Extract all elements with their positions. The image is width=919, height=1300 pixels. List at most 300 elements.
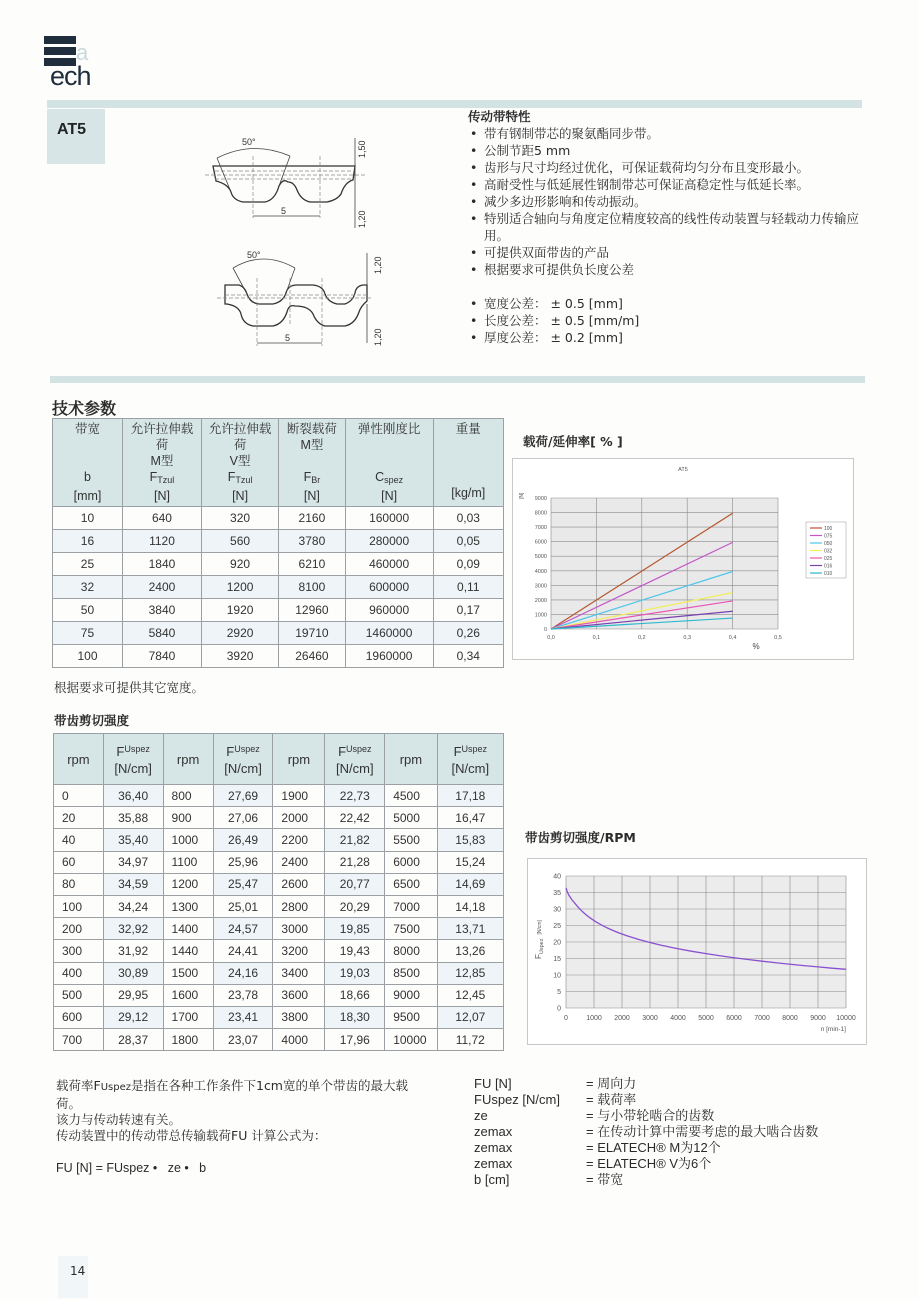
header-line bbox=[347, 453, 432, 469]
symbol: F bbox=[303, 470, 312, 484]
tech-params-header bbox=[122, 419, 201, 507]
property-item: • 减少多边形影响和传动振动。 bbox=[468, 193, 868, 210]
section-divider bbox=[50, 376, 865, 383]
table-cell: 16 bbox=[53, 530, 123, 553]
table-cell: 23,41 bbox=[213, 1006, 273, 1028]
property-item: • 公制节距5 mm bbox=[468, 142, 868, 159]
table-cell: 500 bbox=[54, 984, 104, 1006]
x-tick-label: 1000 bbox=[586, 1015, 602, 1022]
header-rpm: rpm bbox=[273, 734, 325, 785]
header-symbol bbox=[280, 469, 344, 488]
tech-params-title: 技术参数 bbox=[52, 399, 117, 418]
y-tick-label: 7000 bbox=[534, 525, 547, 532]
formula-explanation bbox=[56, 1078, 456, 1176]
shear-rpm-heading: 带齿剪切强度/RPM bbox=[525, 830, 636, 845]
symbol: F bbox=[338, 744, 347, 759]
y-tick-label: 0 bbox=[557, 1005, 561, 1013]
x-tick-label: 0,5 bbox=[774, 635, 782, 641]
table-cell: 280000 bbox=[345, 530, 433, 553]
x-tick-label: 0,1 bbox=[592, 635, 601, 641]
table-cell: 18,66 bbox=[325, 984, 385, 1006]
table-cell: 920 bbox=[201, 553, 278, 576]
table-cell: 15,24 bbox=[437, 851, 503, 873]
table-cell: 10000 bbox=[385, 1029, 437, 1051]
header-symbol bbox=[347, 469, 432, 488]
table-cell: 1600 bbox=[163, 984, 213, 1006]
table-cell: 23,07 bbox=[213, 1029, 273, 1051]
table-row bbox=[53, 530, 504, 553]
table-cell: 8500 bbox=[385, 962, 437, 984]
table-cell: 8100 bbox=[279, 576, 346, 599]
formula-line3: 该力与传动转速有关。 bbox=[56, 1112, 182, 1127]
definition-row bbox=[474, 1140, 818, 1156]
table-row bbox=[53, 507, 504, 530]
tolerance-item: • 长度公差： ± 0.5 [mm/m] bbox=[468, 312, 868, 329]
table-cell: 160000 bbox=[345, 507, 433, 530]
symbol-subscript: Uspez bbox=[461, 744, 488, 754]
table-cell: 6210 bbox=[279, 553, 346, 576]
table-cell: 6500 bbox=[385, 873, 437, 895]
table-cell: 4500 bbox=[385, 785, 437, 807]
legend-label: 032 bbox=[824, 548, 833, 555]
thickness-label-top: 1,50 bbox=[357, 140, 367, 158]
x-axis-label: % bbox=[752, 642, 760, 651]
y-tick-label: 15 bbox=[553, 956, 561, 963]
table-row bbox=[54, 895, 504, 917]
table-cell: 700 bbox=[54, 1029, 104, 1051]
table-cell: 26,49 bbox=[213, 829, 273, 851]
table-cell: 3800 bbox=[273, 1006, 325, 1028]
y-tick-label: 3000 bbox=[534, 583, 547, 590]
header-rpm: rpm bbox=[163, 734, 213, 785]
table-cell: 460000 bbox=[345, 553, 433, 576]
table-cell: 3400 bbox=[273, 962, 325, 984]
y-tick-label: 10 bbox=[553, 972, 561, 980]
definition-description: = 在传动计算中需要考虑的最大啮合齿数 bbox=[586, 1124, 819, 1139]
table-cell: 1400 bbox=[163, 918, 213, 940]
header-symbol bbox=[54, 469, 121, 488]
header-line bbox=[54, 437, 121, 453]
table-cell: 600 bbox=[54, 1006, 104, 1028]
property-item: • 可提供双面带齿的产品 bbox=[468, 244, 868, 261]
table-cell: 24,41 bbox=[213, 940, 273, 962]
formula-line1-b: 是指在各种工作条件下1cm宽的单个带齿的最大载 bbox=[130, 1078, 408, 1093]
definition-description: = 载荷率 bbox=[586, 1092, 637, 1107]
table-cell: 9000 bbox=[385, 984, 437, 1006]
header-line: 允许拉伸载 bbox=[208, 422, 272, 436]
definition-symbol: zemax bbox=[474, 1124, 513, 1139]
table-cell: 900 bbox=[163, 807, 213, 829]
y-tick-label: 8000 bbox=[534, 510, 547, 517]
definition-row bbox=[474, 1172, 818, 1188]
table-cell: 1300 bbox=[163, 895, 213, 917]
header-line: 允许拉伸载 bbox=[130, 422, 194, 436]
definition-symbol: ze bbox=[474, 1108, 488, 1123]
x-tick-label: 6000 bbox=[726, 1015, 742, 1022]
symbol-subscript: Tzul bbox=[157, 475, 175, 485]
x-tick-label: 7000 bbox=[754, 1015, 770, 1022]
header-symbol bbox=[203, 469, 277, 488]
table-cell: 3920 bbox=[201, 645, 278, 668]
header-unit: [N/cm] bbox=[114, 761, 152, 776]
tech-params-header bbox=[201, 419, 278, 507]
x-tick-label: 8000 bbox=[782, 1015, 798, 1022]
table-cell: 7840 bbox=[122, 645, 201, 668]
table-cell: 36,40 bbox=[103, 785, 163, 807]
header-line: [N] bbox=[232, 489, 249, 503]
header-line bbox=[435, 453, 502, 469]
property-item: • 根据要求可提供负长度公差 bbox=[468, 261, 868, 278]
load-elongation-svg bbox=[513, 459, 853, 659]
tooth-label-top: 1,20 bbox=[357, 210, 367, 228]
table-cell: 1200 bbox=[163, 873, 213, 895]
table-cell: 30,89 bbox=[103, 962, 163, 984]
table-row bbox=[54, 984, 504, 1006]
table-cell: 25 bbox=[53, 553, 123, 576]
definition-row bbox=[474, 1156, 818, 1172]
table-cell: 27,06 bbox=[213, 807, 273, 829]
header-line bbox=[435, 437, 502, 453]
table-row bbox=[54, 829, 504, 851]
table-cell: 40 bbox=[54, 829, 104, 851]
table-cell: 5000 bbox=[385, 807, 437, 829]
x-tick-label: 0,2 bbox=[637, 635, 646, 641]
table-cell: 7000 bbox=[385, 895, 437, 917]
table-row bbox=[54, 1006, 504, 1028]
symbol: C bbox=[375, 470, 385, 484]
table-cell: 640 bbox=[122, 507, 201, 530]
table-cell: 22,42 bbox=[325, 807, 385, 829]
page-number: 14 bbox=[70, 1264, 86, 1278]
legend-label: 050 bbox=[824, 541, 833, 547]
y-tick-label: 9000 bbox=[534, 496, 547, 502]
table-cell: 28,37 bbox=[103, 1029, 163, 1051]
y-tick-label: 6000 bbox=[534, 539, 547, 546]
header-fuspez bbox=[103, 734, 163, 785]
table-cell: 2000 bbox=[273, 807, 325, 829]
definition-description: = 周向力 bbox=[586, 1076, 637, 1091]
header-symbol bbox=[435, 469, 502, 485]
table-row bbox=[54, 940, 504, 962]
table-cell: 23,78 bbox=[213, 984, 273, 1006]
table-cell: 32 bbox=[53, 576, 123, 599]
shear-strength-title: 带齿剪切强度 bbox=[54, 713, 130, 728]
table-cell: 21,28 bbox=[325, 851, 385, 873]
legend-label: 016 bbox=[824, 563, 833, 570]
table-cell: 12960 bbox=[279, 599, 346, 622]
table-cell: 24,57 bbox=[213, 918, 273, 940]
table-cell: 0,09 bbox=[433, 553, 503, 576]
table-cell: 0,26 bbox=[433, 622, 503, 645]
table-cell: 1100 bbox=[163, 851, 213, 873]
table-cell: 20 bbox=[54, 807, 104, 829]
table-cell: 2400 bbox=[122, 576, 201, 599]
table-cell: 25,01 bbox=[213, 895, 273, 917]
table-cell: 24,16 bbox=[213, 962, 273, 984]
table-cell: 100 bbox=[53, 645, 123, 668]
table-cell: 7500 bbox=[385, 918, 437, 940]
table-cell: 2160 bbox=[279, 507, 346, 530]
x-tick-label: 0,0 bbox=[547, 635, 555, 641]
table-cell: 300 bbox=[54, 940, 104, 962]
symbol: F bbox=[226, 744, 235, 759]
header-line bbox=[347, 437, 432, 453]
symbol-subscript: Uspez bbox=[124, 744, 150, 754]
definition-row bbox=[474, 1076, 818, 1092]
table-cell: 0,05 bbox=[433, 530, 503, 553]
pitch-label-bottom: 5 bbox=[285, 333, 291, 343]
table-cell: 32,92 bbox=[103, 918, 163, 940]
header-band bbox=[47, 100, 862, 108]
formula-line4: 传动装置中的传动带总传输载荷FU 计算公式为： bbox=[56, 1128, 327, 1143]
table-cell: 1700 bbox=[163, 1006, 213, 1028]
table-cell: 31,92 bbox=[103, 940, 163, 962]
table-cell: 34,59 bbox=[103, 873, 163, 895]
formula-line2: 荷。 bbox=[56, 1096, 82, 1111]
product-code: AT5 bbox=[57, 121, 87, 138]
angle-label-bottom: 50° bbox=[247, 250, 261, 260]
table-cell: 26460 bbox=[279, 645, 346, 668]
symbol: F bbox=[116, 744, 125, 759]
header-rpm: rpm bbox=[385, 734, 437, 785]
tech-params-note: 根据要求可提供其它宽度。 bbox=[54, 680, 205, 695]
table-cell: 0,34 bbox=[433, 645, 503, 668]
header-symbol bbox=[124, 469, 200, 488]
table-cell: 1800 bbox=[163, 1029, 213, 1051]
table-row bbox=[54, 873, 504, 895]
tech-params-table bbox=[52, 418, 504, 668]
table-cell: 2400 bbox=[273, 851, 325, 873]
property-item: • 高耐受性与低延展性钢制带芯可保证高稳定性与低延长率。 bbox=[468, 176, 868, 193]
y-axis-symbol: F bbox=[534, 954, 543, 959]
table-cell: 17,18 bbox=[437, 785, 503, 807]
header-fuspez bbox=[213, 734, 273, 785]
chart-title: AT5 bbox=[678, 467, 688, 473]
formula-line1-a: 载荷率F bbox=[56, 1078, 101, 1093]
x-tick-label: 10000 bbox=[836, 1015, 856, 1022]
header-fuspez bbox=[437, 734, 503, 785]
x-tick-label: 0,4 bbox=[728, 635, 737, 641]
header-line: 荷 bbox=[233, 438, 247, 452]
belt-profile-drawing bbox=[195, 128, 385, 353]
header-line: V型 bbox=[229, 454, 251, 468]
table-cell: 22,73 bbox=[325, 785, 385, 807]
definition-row bbox=[474, 1124, 818, 1140]
table-cell: 3780 bbox=[279, 530, 346, 553]
y-axis-label: [N] bbox=[519, 492, 525, 499]
table-cell: 50 bbox=[53, 599, 123, 622]
table-cell: 1900 bbox=[273, 785, 325, 807]
table-cell: 19710 bbox=[279, 622, 346, 645]
tech-params-header bbox=[53, 419, 123, 507]
symbol-subscript: Br bbox=[311, 475, 321, 485]
symbol: F bbox=[453, 744, 462, 759]
plot-area bbox=[551, 498, 778, 629]
table-cell: 13,71 bbox=[437, 918, 503, 940]
table-cell: 2920 bbox=[201, 622, 278, 645]
lower-tooth-label-bottom: 1,20 bbox=[373, 328, 383, 346]
table-cell: 1000 bbox=[163, 829, 213, 851]
symbol-definitions bbox=[474, 1076, 818, 1188]
tech-params-header bbox=[433, 419, 503, 507]
table-cell: 25,47 bbox=[213, 873, 273, 895]
legend-label: 100 bbox=[824, 526, 833, 532]
tech-params-header bbox=[345, 419, 433, 507]
shear-rpm-chart bbox=[527, 858, 867, 1045]
table-cell: 29,12 bbox=[103, 1006, 163, 1028]
y-tick-label: 30 bbox=[553, 906, 561, 914]
table-cell: 19,43 bbox=[325, 940, 385, 962]
table-row bbox=[54, 918, 504, 940]
table-cell: 20,77 bbox=[325, 873, 385, 895]
table-row bbox=[54, 1029, 504, 1051]
table-cell: 0,17 bbox=[433, 599, 503, 622]
table-row bbox=[53, 622, 504, 645]
y-axis-unit: [N/cm] bbox=[537, 920, 543, 935]
pitch-label-top: 5 bbox=[281, 206, 287, 216]
table-cell: 10 bbox=[53, 507, 123, 530]
page-number-box bbox=[58, 1256, 88, 1298]
tech-params-header bbox=[279, 419, 346, 507]
table-cell: 3600 bbox=[273, 984, 325, 1006]
header-symbol bbox=[214, 741, 273, 760]
header-unit: [N/cm] bbox=[336, 761, 374, 776]
table-row bbox=[54, 807, 504, 829]
table-cell: 80 bbox=[54, 873, 104, 895]
table-cell: 17,96 bbox=[325, 1029, 385, 1051]
table-cell: 1500 bbox=[163, 962, 213, 984]
table-cell: 34,24 bbox=[103, 895, 163, 917]
table-cell: 11,72 bbox=[437, 1029, 503, 1051]
header-line bbox=[54, 453, 121, 469]
y-tick-label: 35 bbox=[553, 890, 561, 897]
table-cell: 960000 bbox=[345, 599, 433, 622]
table-row bbox=[54, 962, 504, 984]
formula: FU [N] = FUspez • ze • b bbox=[56, 1161, 207, 1175]
table-cell: 35,88 bbox=[103, 807, 163, 829]
table-cell: 19,85 bbox=[325, 918, 385, 940]
header-line: 带宽 bbox=[74, 422, 100, 436]
definition-symbol: FUspez [N/cm] bbox=[474, 1092, 560, 1107]
angle-label-top: 50° bbox=[242, 137, 256, 147]
y-axis-label bbox=[534, 919, 545, 959]
table-row bbox=[53, 553, 504, 576]
definition-description: = ELATECH® M为12个 bbox=[586, 1140, 721, 1155]
definition-description: = ELATECH® V为6个 bbox=[586, 1156, 712, 1171]
table-cell: 34,97 bbox=[103, 851, 163, 873]
product-code-box bbox=[47, 109, 105, 164]
symbol-subscript: Tzul bbox=[235, 475, 253, 485]
header-fuspez bbox=[325, 734, 385, 785]
table-cell: 16,47 bbox=[437, 807, 503, 829]
y-tick-label: 20 bbox=[553, 939, 561, 947]
table-row bbox=[53, 645, 504, 668]
table-cell: 100 bbox=[54, 895, 104, 917]
table-cell: 320 bbox=[201, 507, 278, 530]
table-cell: 800 bbox=[163, 785, 213, 807]
header-unit: [N/cm] bbox=[224, 761, 262, 776]
table-cell: 1460000 bbox=[345, 622, 433, 645]
table-cell: 3840 bbox=[122, 599, 201, 622]
header-line: [kg/m] bbox=[451, 486, 486, 500]
y-tick-label: 0 bbox=[543, 627, 547, 633]
table-cell: 4000 bbox=[273, 1029, 325, 1051]
header-line: [mm] bbox=[73, 489, 102, 503]
x-tick-label: 2000 bbox=[614, 1015, 630, 1022]
table-cell: 14,69 bbox=[437, 873, 503, 895]
y-tick-label: 1000 bbox=[534, 612, 547, 619]
definition-row bbox=[474, 1092, 818, 1108]
header-line: 荷 bbox=[155, 438, 169, 452]
header-symbol bbox=[325, 741, 384, 760]
definition-symbol: FU [N] bbox=[474, 1076, 512, 1091]
table-row bbox=[54, 785, 504, 807]
header-line: M型 bbox=[150, 454, 174, 468]
table-cell: 25,96 bbox=[213, 851, 273, 873]
header-line: [N] bbox=[381, 489, 398, 503]
table-cell: 560 bbox=[201, 530, 278, 553]
y-tick-label: 40 bbox=[553, 873, 561, 881]
table-cell: 35,40 bbox=[103, 829, 163, 851]
table-cell: 29,95 bbox=[103, 984, 163, 1006]
property-item: • 特别适合轴向与角度定位精度较高的线性传动装置与轻载动力传输应用。 bbox=[468, 210, 868, 244]
symbol-subscript: Uspez bbox=[234, 744, 260, 754]
tolerance-item: • 厚度公差： ± 0.2 [mm] bbox=[468, 329, 868, 346]
x-tick-label: 9000 bbox=[810, 1015, 826, 1022]
y-tick-label: 25 bbox=[553, 923, 561, 930]
table-cell: 0,11 bbox=[433, 576, 503, 599]
x-tick-label: 0 bbox=[564, 1015, 568, 1022]
table-cell: 1200 bbox=[201, 576, 278, 599]
definition-description: = 与小带轮啮合的齿数 bbox=[586, 1108, 715, 1123]
header-symbol bbox=[104, 741, 163, 760]
load-elongation-chart bbox=[512, 458, 854, 660]
table-cell: 6000 bbox=[385, 851, 437, 873]
table-cell: 75 bbox=[53, 622, 123, 645]
table-cell: 200 bbox=[54, 918, 104, 940]
header-line: M型 bbox=[300, 438, 324, 452]
symbol: F bbox=[227, 470, 236, 484]
table-cell: 2600 bbox=[273, 873, 325, 895]
table-cell: 2800 bbox=[273, 895, 325, 917]
table-row bbox=[53, 599, 504, 622]
y-tick-label: 5000 bbox=[534, 554, 547, 561]
table-cell: 27,69 bbox=[213, 785, 273, 807]
table-cell: 1840 bbox=[122, 553, 201, 576]
table-cell: 2200 bbox=[273, 829, 325, 851]
table-cell: 21,82 bbox=[325, 829, 385, 851]
definition-symbol: zemax bbox=[474, 1156, 513, 1171]
x-tick-label: 0,3 bbox=[683, 635, 692, 641]
tolerance-item: • 宽度公差： ± 0.5 [mm] bbox=[468, 295, 868, 312]
x-tick-label: 5000 bbox=[698, 1015, 714, 1022]
x-tick-label: 4000 bbox=[670, 1015, 686, 1022]
table-cell: 9500 bbox=[385, 1006, 437, 1028]
logo-text: ech bbox=[50, 61, 91, 91]
table-cell: 0 bbox=[54, 785, 104, 807]
property-item: • 带有钢制带芯的聚氨酯同步带。 bbox=[468, 125, 868, 142]
table-cell: 3000 bbox=[273, 918, 325, 940]
definition-description: = 带宽 bbox=[586, 1172, 624, 1187]
header-line: [N] bbox=[303, 489, 320, 503]
table-cell: 600000 bbox=[345, 576, 433, 599]
formula-line1-sub: Uspez bbox=[100, 1082, 131, 1093]
table-cell: 60 bbox=[54, 851, 104, 873]
header-line: 重量 bbox=[455, 422, 481, 436]
properties-title: 传动带特性 bbox=[468, 109, 531, 124]
definition-symbol: b [cm] bbox=[474, 1172, 510, 1187]
legend-label: 025 bbox=[824, 556, 833, 562]
